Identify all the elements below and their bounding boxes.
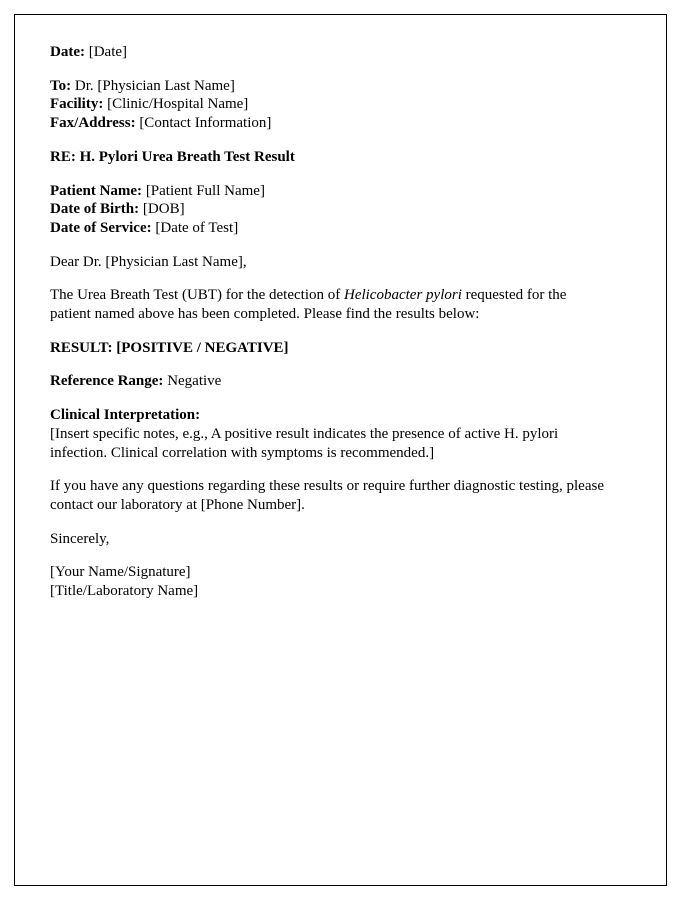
fax-label: Fax/Address:	[50, 115, 136, 132]
reference-range-label: Reference Range:	[50, 373, 164, 390]
body-intro-post: requested for the patient named above has been completed. Please find the results below:	[50, 287, 567, 323]
facility-value: [Clinic/Hospital Name]	[107, 96, 249, 113]
salutation: Dear Dr. [Physician Last Name],	[50, 253, 247, 270]
signature-title: [Title/Laboratory Name]	[50, 583, 199, 600]
signoff: Sincerely,	[50, 530, 110, 547]
to-label: To:	[50, 77, 72, 94]
date-value: [Date]	[88, 44, 128, 60]
interpretation-label: Clinical Interpretation:	[50, 407, 201, 424]
body-intro-paragraph	[50, 286, 606, 323]
interpretation-block	[50, 406, 606, 462]
to-value: Dr. [Physician Last Name]	[74, 77, 235, 94]
fax-value: [Contact Information]	[139, 115, 272, 132]
dos-value: [Date of Test]	[155, 219, 239, 236]
result-line: RESULT: [POSITIVE / NEGATIVE]	[50, 339, 289, 356]
letter-page	[14, 14, 667, 886]
fax-line	[50, 114, 606, 133]
patient-block	[50, 182, 606, 238]
date-line	[50, 43, 606, 62]
patient-name-value: [Patient Full Name]	[145, 182, 265, 199]
dob-line	[50, 200, 606, 219]
date-of-service-line	[50, 219, 606, 238]
body-intro-italic: Helicobacter pylori	[343, 287, 462, 304]
recipient-block	[50, 77, 606, 133]
interpretation-text: [Insert specific notes, e.g., A positive result indicates the presence of active H. pylori infection. Clinical correlation with symptoms is recommended.]	[50, 425, 559, 461]
signature-block	[50, 563, 606, 600]
dob-value: [DOB]	[142, 201, 185, 218]
reference-range-line	[50, 372, 606, 391]
body-intro-pre: The Urea Breath Test (UBT) for the detection of	[50, 287, 344, 304]
dob-label: Date of Birth:	[50, 201, 140, 218]
facility-label: Facility:	[50, 96, 104, 113]
reference-range-value: Negative	[167, 373, 222, 390]
signature-name: [Your Name/Signature]	[50, 564, 191, 581]
dos-label: Date of Service:	[50, 219, 152, 236]
date-label: Date:	[50, 44, 85, 60]
subject-line: RE: H. Pylori Urea Breath Test Result	[50, 148, 295, 165]
patient-name-line	[50, 182, 606, 201]
closing-paragraph: If you have any questions regarding these results or require further diagnostic testing, please contact our laboratory at [Phone Number].	[50, 478, 604, 513]
to-line	[50, 77, 606, 96]
facility-line	[50, 95, 606, 114]
patient-name-label: Patient Name:	[50, 182, 143, 199]
